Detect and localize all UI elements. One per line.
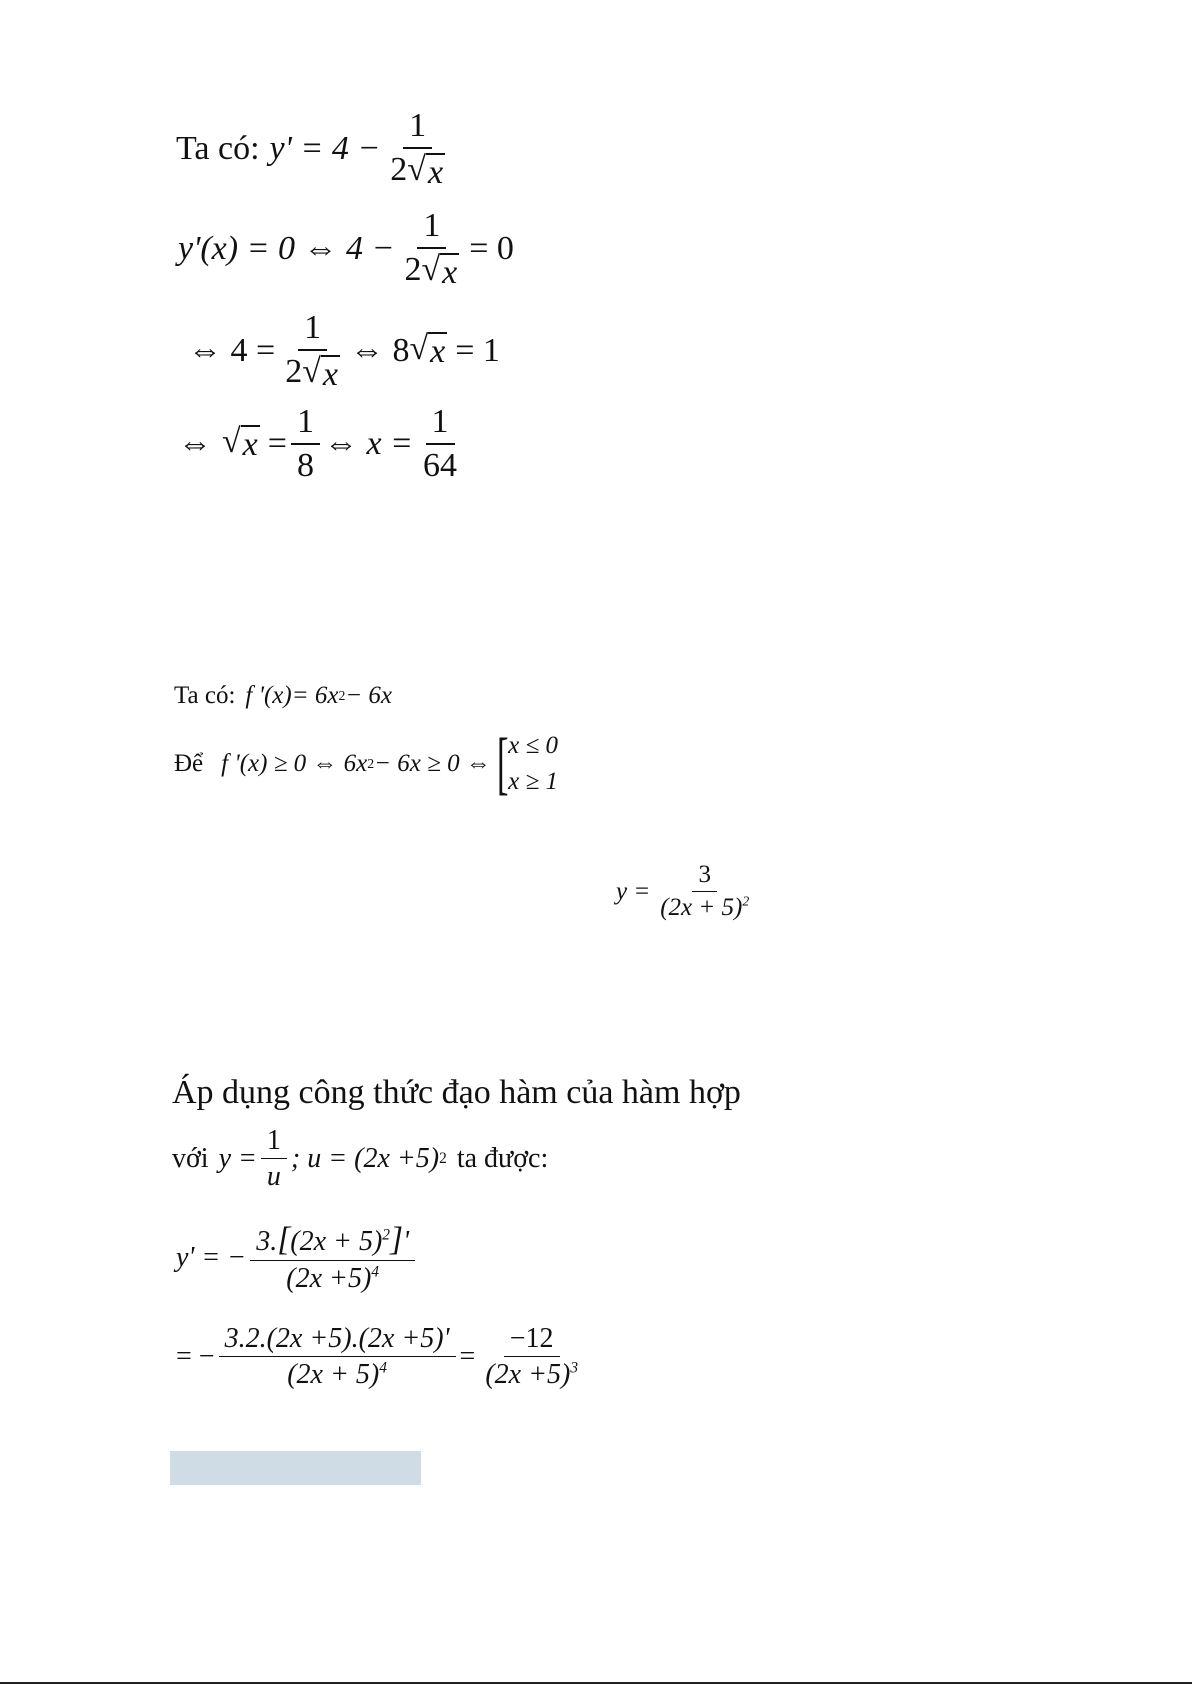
ex2-line2: Để f '(x) ≥ 0 ⇔ 6x 2 − 6x ≥ 0 ⇔ [ x ≤ 0 x ≥ 1	[174, 725, 558, 803]
ex3-header-fraction: $\frac{3}{(2x + 5)^2}$	[660, 861, 750, 922]
ex3-with-line: với y = $\frac{1}{u}$ ; u = (2x +5) 2 ta được:	[172, 1125, 549, 1193]
ex3-d2-result: $\frac{-12}{(2x +5)^3}$	[485, 1323, 579, 1391]
ex2-line1: Ta có: f '(x)= 6x 2 − 6x	[174, 682, 393, 709]
ex1-line3-mid: ⇔ 8	[349, 332, 410, 370]
ex3-intro: Áp dụng công thức đạo hàm của hàm hợp	[172, 1074, 741, 1111]
ex3-with-tail: ta được:	[456, 1142, 549, 1174]
ex1-line3-rhs: = 1	[455, 332, 500, 370]
ex3-d2-lhs: = −	[176, 1340, 215, 1372]
ex3-with-y: y =	[218, 1142, 257, 1174]
ex1-line3-fraction: 1 2 √ x	[285, 309, 338, 393]
ex1-line4-mid: ⇔ x =	[323, 424, 413, 462]
ex1-line1-lhs: y' = 4 −	[269, 130, 381, 168]
ex1-line2-lhs: y'(x) = 0 ⇔ 4 −	[178, 230, 395, 268]
ex3-with-u: ; u = (2x +5)	[290, 1142, 440, 1174]
ex3-with-fraction: $\frac{1}{u}$	[261, 1126, 287, 1192]
ex3-d2-fraction: $\frac{3.2.(2x +5).(2x +5)'}{(2x + 5)^4}$	[219, 1324, 456, 1390]
ex1-line2	[178, 208, 514, 290]
highlight-bar	[170, 1451, 421, 1485]
ex3-deriv-line2	[176, 1324, 588, 1390]
ex3-header-lhs: y =	[616, 877, 651, 905]
ex1-line2-rhs: = 0	[469, 230, 514, 268]
ex1-line4	[178, 404, 467, 483]
ex1-line2-fraction: 1 2 √ x	[404, 207, 458, 291]
ex2-line1-expr: f '(x)= 6x	[245, 682, 339, 709]
ex3-d1-lhs: y' = −	[176, 1241, 247, 1273]
page-bottom-border	[0, 1682, 1192, 1684]
ex1-line3-lhs: ⇔ 4 =	[188, 332, 276, 370]
ex2-line2-mid: − 6x ≥ 0 ⇔	[374, 750, 491, 778]
ex1-line1-fraction: 1 2 √ x	[390, 107, 444, 191]
ex3-with-label: với	[172, 1142, 209, 1174]
ex2-line1-tail: − 6x	[345, 682, 393, 709]
ex1-line4-sqrt: √ x	[222, 422, 258, 463]
ex1-line3	[188, 310, 500, 392]
ex1-line4-frac1: $\frac{1}{8}$	[291, 404, 320, 483]
ex2-cases: [ x ≤ 0 x ≥ 1	[496, 725, 558, 803]
ex1-line3-sqrt: √ x	[409, 330, 446, 371]
ex1-line1	[176, 108, 455, 190]
ex2-line2-label: Để	[174, 750, 204, 778]
ex2-line1-label: Ta có:	[174, 682, 236, 709]
ex2-case2: x ≥ 1	[508, 768, 558, 796]
ex1-line4-frac2: $\frac{1}{64}$	[423, 403, 457, 484]
ex3-d2-eq: =	[459, 1340, 476, 1372]
ex3-deriv-line1	[176, 1222, 419, 1294]
ex1-line4-eq: =	[267, 424, 287, 462]
ex1-line4-iff: ⇔	[178, 424, 212, 462]
ex3-d1-fraction: $\frac{3.[(2x + 5)^2]'}{(2x +5)^4}$	[250, 1222, 415, 1294]
ex2-line2-expr: f '(x) ≥ 0 ⇔ 6x	[221, 750, 368, 778]
ex1-line1-label: Ta có:	[176, 130, 260, 168]
ex2-case1: x ≤ 0	[508, 732, 558, 759]
ex3-header-formula	[616, 862, 759, 922]
